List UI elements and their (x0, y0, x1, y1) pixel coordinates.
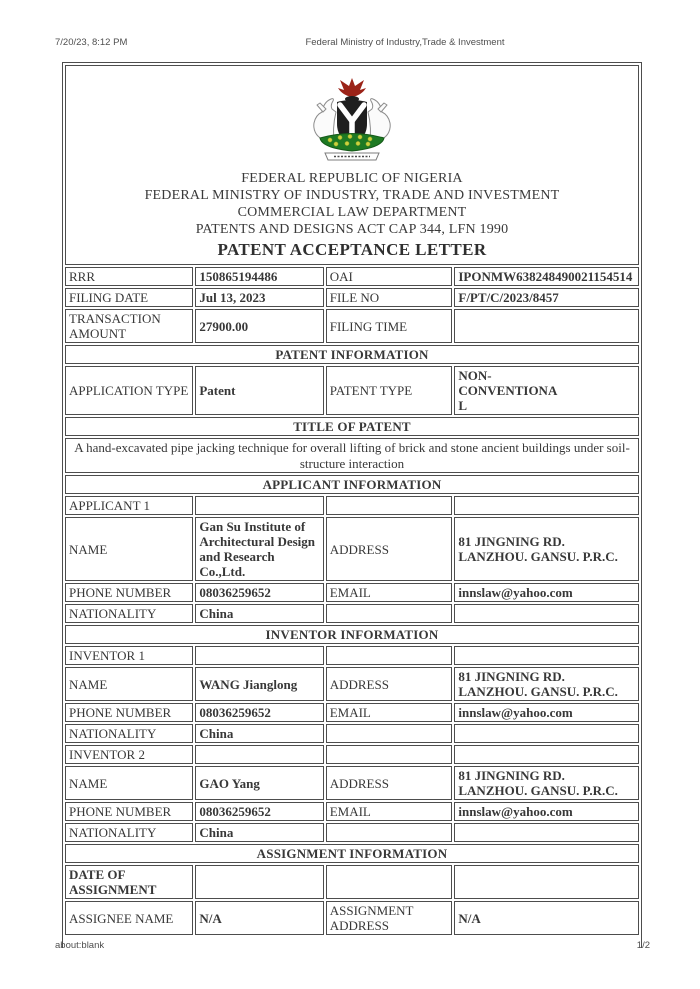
applicant-address-label: ADDRESS (326, 517, 453, 581)
table-row-applicant-phone (65, 583, 639, 602)
empty-cell (326, 823, 453, 842)
table-row-applicant-name (65, 517, 639, 581)
section-row (65, 844, 639, 863)
section-row (65, 417, 639, 436)
empty-cell (454, 604, 639, 623)
inventor-1-phone-label: PHONE NUMBER (65, 703, 193, 722)
empty-cell (326, 745, 453, 764)
print-footer-page-indicator: 1/2 (636, 940, 650, 951)
date-of-assignment-label: DATE OF ASSIGNMENT (65, 865, 193, 899)
empty-cell (454, 823, 639, 842)
table-row-inventor-heading (65, 745, 639, 764)
table-row-inventor-name (65, 667, 639, 701)
applicant-nationality-value: China (195, 604, 323, 623)
empty-cell (454, 496, 639, 515)
applicant-address-value: 81 JINGNING RD. LANZHOU. GANSU. P.R.C. (454, 517, 639, 581)
assignment-address-label: ASSIGNMENT ADDRESS (326, 901, 453, 935)
inventor-1-name-value: WANG Jianglong (195, 667, 323, 701)
inventor-2-phone-label: PHONE NUMBER (65, 802, 193, 821)
empty-cell (454, 724, 639, 743)
empty-cell (454, 865, 639, 899)
letter-title: PATENT ACCEPTANCE LETTER (217, 240, 487, 259)
patent-type-text: NON-CONVENTIONAL (458, 368, 558, 413)
empty-cell (195, 646, 323, 665)
org-name-line2: FEDERAL MINISTRY OF INDUSTRY, TRADE AND INVESTMENT (144, 188, 560, 203)
section-title-assignment-information: ASSIGNMENT INFORMATION (65, 844, 639, 863)
letterhead-row (65, 65, 639, 265)
table-row-inventor-nationality (65, 724, 639, 743)
empty-cell (454, 745, 639, 764)
section-row (65, 625, 639, 644)
applicant-phone-label: PHONE NUMBER (65, 583, 193, 602)
rrr-value: 150865194486 (195, 267, 323, 286)
section-title-title-of-patent: TITLE OF PATENT (65, 417, 639, 436)
applicant-name-value: Gan Su Institute of Architectural Design and Research Co.,Ltd. (195, 517, 323, 581)
file-no-label: FILE NO (326, 288, 453, 307)
inventor-2-nationality-label: NATIONALITY (65, 823, 193, 842)
table-row-applicant-nationality (65, 604, 639, 623)
patent-letter-document (62, 62, 642, 948)
table-row-application-type (65, 366, 639, 415)
inventor-1-nationality-value: China (195, 724, 323, 743)
table-row-inventor-phone (65, 802, 639, 821)
inventor-1-heading: INVENTOR 1 (65, 646, 193, 665)
table-row-inventor-heading (65, 646, 639, 665)
table-row-applicant-heading (65, 496, 639, 515)
table-row-filing-date (65, 288, 639, 307)
section-title-patent-information: PATENT INFORMATION (65, 345, 639, 364)
inventor-2-name-label: NAME (65, 766, 193, 800)
applicant-name-label: NAME (65, 517, 193, 581)
application-type-label: APPLICATION TYPE (65, 366, 193, 415)
application-type-value: Patent (195, 366, 323, 415)
patent-letter-table (63, 63, 641, 937)
applicant-nationality-label: NATIONALITY (65, 604, 193, 623)
inventor-2-address-value: 81 JINGNING RD. LANZHOU. GANSU. P.R.C. (454, 766, 639, 800)
applicant-1-heading: APPLICANT 1 (65, 496, 193, 515)
filing-date-value: Jul 13, 2023 (195, 288, 323, 307)
table-row-patent-title (65, 438, 639, 473)
inventor-1-email-label: EMAIL (326, 703, 453, 722)
patent-title-text: A hand-excavated pipe jacking technique for overall lifting of brick and stone ancient buildings under soil-structure interaction (65, 438, 639, 473)
empty-cell (326, 496, 453, 515)
filing-time-label: FILING TIME (326, 309, 453, 343)
filing-date-label: FILING DATE (65, 288, 193, 307)
date-of-assignment-value (195, 865, 323, 899)
table-row-inventor-nationality (65, 823, 639, 842)
inventor-2-nationality-value: China (195, 823, 323, 842)
print-footer-url: about:blank (55, 940, 105, 951)
inventor-1-address-label: ADDRESS (326, 667, 453, 701)
section-title-applicant-information: APPLICANT INFORMATION (65, 475, 639, 494)
empty-cell (326, 604, 453, 623)
table-row-assignee (65, 901, 639, 935)
letterhead (65, 65, 639, 265)
inventor-1-email-value: innslaw@yahoo.com (454, 703, 639, 722)
applicant-email-value: innslaw@yahoo.com (454, 583, 639, 602)
nigeria-coat-of-arms-icon (292, 76, 412, 166)
org-name-line3: COMMERCIAL LAW DEPARTMENT (237, 205, 467, 220)
inventor-1-address-value: 81 JINGNING RD. LANZHOU. GANSU. P.R.C. (454, 667, 639, 701)
table-row-transaction (65, 309, 639, 343)
print-header-datetime: 7/20/23, 8:12 PM (55, 37, 128, 48)
applicant-email-label: EMAIL (326, 583, 453, 602)
inventor-1-phone-value: 08036259652 (195, 703, 323, 722)
assignee-name-label: ASSIGNEE NAME (65, 901, 193, 935)
patent-type-label: PATENT TYPE (326, 366, 453, 415)
file-no-value: F/PT/C/2023/8457 (454, 288, 639, 307)
inventor-2-address-label: ADDRESS (326, 766, 453, 800)
transaction-amount-label: TRANSACTION AMOUNT (65, 309, 193, 343)
inventor-1-nationality-label: NATIONALITY (65, 724, 193, 743)
section-row (65, 475, 639, 494)
table-row-rrr (65, 267, 639, 286)
section-row (65, 345, 639, 364)
empty-cell (326, 646, 453, 665)
inventor-1-name-label: NAME (65, 667, 193, 701)
empty-cell (195, 745, 323, 764)
filing-time-value (454, 309, 639, 343)
print-header-doc-title: Federal Ministry of Industry,Trade & Investment (305, 37, 505, 48)
inventor-2-phone-value: 08036259652 (195, 802, 323, 821)
org-name-line4: PATENTS AND DESIGNS ACT CAP 344, LFN 1990 (195, 222, 509, 237)
inventor-2-name-value: GAO Yang (195, 766, 323, 800)
section-title-inventor-information: INVENTOR INFORMATION (65, 625, 639, 644)
oai-value: IPONMW638248490021154514 (454, 267, 639, 286)
oai-label: OAI (326, 267, 453, 286)
patent-type-value (454, 366, 639, 415)
inventor-2-heading: INVENTOR 2 (65, 745, 193, 764)
inventor-2-email-value: innslaw@yahoo.com (454, 802, 639, 821)
assignee-name-value: N/A (195, 901, 323, 935)
empty-cell (195, 496, 323, 515)
empty-cell (454, 646, 639, 665)
transaction-amount-value: 27900.00 (195, 309, 323, 343)
empty-cell (326, 724, 453, 743)
table-row-date-of-assignment (65, 865, 639, 899)
empty-cell (326, 865, 453, 899)
assignment-address-value: N/A (454, 901, 639, 935)
applicant-phone-value: 08036259652 (195, 583, 323, 602)
inventor-2-email-label: EMAIL (326, 802, 453, 821)
org-name-line1: FEDERAL REPUBLIC OF NIGERIA (241, 171, 463, 186)
table-row-inventor-phone (65, 703, 639, 722)
rrr-label: RRR (65, 267, 193, 286)
table-row-inventor-name (65, 766, 639, 800)
